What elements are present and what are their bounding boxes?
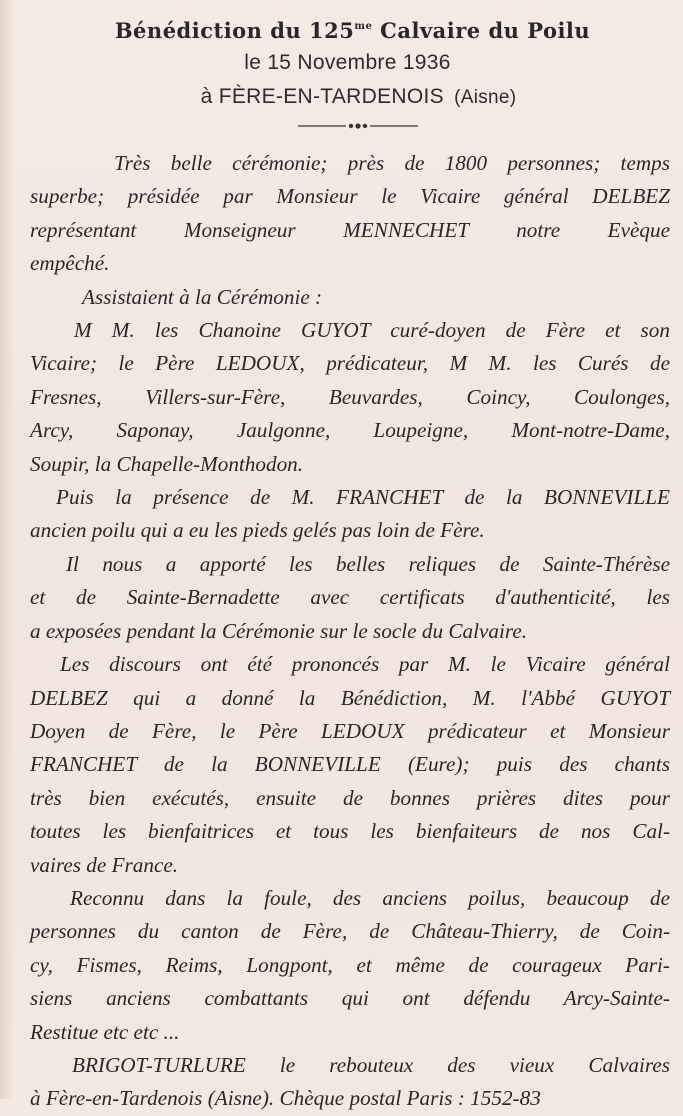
paragraph-clergy <box>30 314 670 481</box>
text-line: M M. les Chanoine GUYOT curé-doyen de Fère et son <box>74 318 670 343</box>
text-line: Puis la présence de M. FRANCHET de la BONNEVILLE <box>56 485 670 510</box>
paragraph-attendees-heading <box>30 281 670 314</box>
paper-edge-shadow <box>0 0 14 1099</box>
document-title <box>40 18 665 43</box>
paragraph-speeches <box>30 648 670 882</box>
paragraph-relics <box>30 548 670 648</box>
paragraph-signature <box>30 1049 670 1116</box>
paragraph-ceremony <box>30 147 670 281</box>
event-place <box>52 85 665 109</box>
article-body <box>30 147 670 1116</box>
text-line: personnes du canton de Fère, de Château-Thierry, de Coin- <box>30 919 670 944</box>
text-line: Vicaire; le Père LEDOUX, prédicateur, M M. les Curés de <box>30 351 670 376</box>
text-line: a exposées pendant la Cérémonie sur le socle du Calvaire. <box>30 618 528 643</box>
text-line: siens anciens combattants qui ont défendu Arcy-Sainte- <box>30 986 670 1011</box>
text-line: empêché. <box>30 251 110 276</box>
text-line: vaires de France. <box>30 852 179 877</box>
text-line: DELBEZ qui a donné la Bénédiction, M. l'Abbé GUYOT <box>30 685 670 710</box>
title-part-2: Calvaire du Poilu <box>372 18 591 43</box>
paragraph-franchet <box>30 481 670 548</box>
text-line: ancien poilu qui a eu les pieds gelés pas loin de Fère. <box>30 518 485 543</box>
text-line: et de Sainte-Bernadette avec certificats d'authenticité, les <box>30 585 670 610</box>
place-name: à FÈRE-EN-TARDENOIS <box>200 85 444 108</box>
text-line: représentant Monseigneur MENNECHET notre Evèque <box>30 217 670 242</box>
text-line: Il nous a apporté les belles reliques de Sainte-Thérèse <box>66 551 670 576</box>
paragraph-crowd <box>30 882 670 1049</box>
text-line: à Fère-en-Tardenois (Aisne). Chèque postal Paris : 1552-83 <box>30 1086 541 1111</box>
text-line: FRANCHET de la BONNEVILLE (Eure); puis des chants <box>30 752 670 777</box>
text-line: Très belle cérémonie; près de 1800 personnes; temps <box>114 151 670 175</box>
text-line: Arcy, Saponay, Jaulgonne, Loupeigne, Mont-notre-Dame, <box>30 418 670 443</box>
event-date: le 15 Novembre 1936 <box>244 51 451 74</box>
text-line: cy, Fismes, Reims, Longpont, et même de courageux Pari- <box>30 952 670 977</box>
text-line: Les discours ont été prononcés par M. le Vicaire général <box>60 652 670 677</box>
place-department: (Aisne) <box>454 87 517 108</box>
text-line: Restitue etc etc ... <box>30 1019 180 1044</box>
text-line: Fresnes, Villers-sur-Fère, Beuvardes, Coincy, Coulonges, <box>30 384 670 409</box>
text-line: Assistaient à la Cérémonie : <box>82 284 323 309</box>
text-line: Doyen de Fère, le Père LEDOUX prédicateur et Monsieur <box>30 718 670 743</box>
text-line: toutes les bienfaitrices et tous les bienfaiteurs de nos Cal- <box>30 819 670 844</box>
text-line: Soupir, la Chapelle-Monthodon. <box>30 451 304 476</box>
title-superscript: me <box>354 21 373 32</box>
text-line: BRIGOT-TURLURE le rebouteux des vieux Calvaires <box>72 1052 670 1077</box>
text-line: Reconnu dans la foule, des anciens poilus, beaucoup de <box>70 885 670 910</box>
title-part-1: Bénédiction du 125 <box>114 18 355 43</box>
divider-ornament <box>298 121 418 131</box>
text-line: très bien exécutés, ensuite de bonnes prières dites pour <box>30 785 670 810</box>
text-line: superbe; présidée par Monsieur le Vicaire général DELBEZ <box>30 184 670 209</box>
